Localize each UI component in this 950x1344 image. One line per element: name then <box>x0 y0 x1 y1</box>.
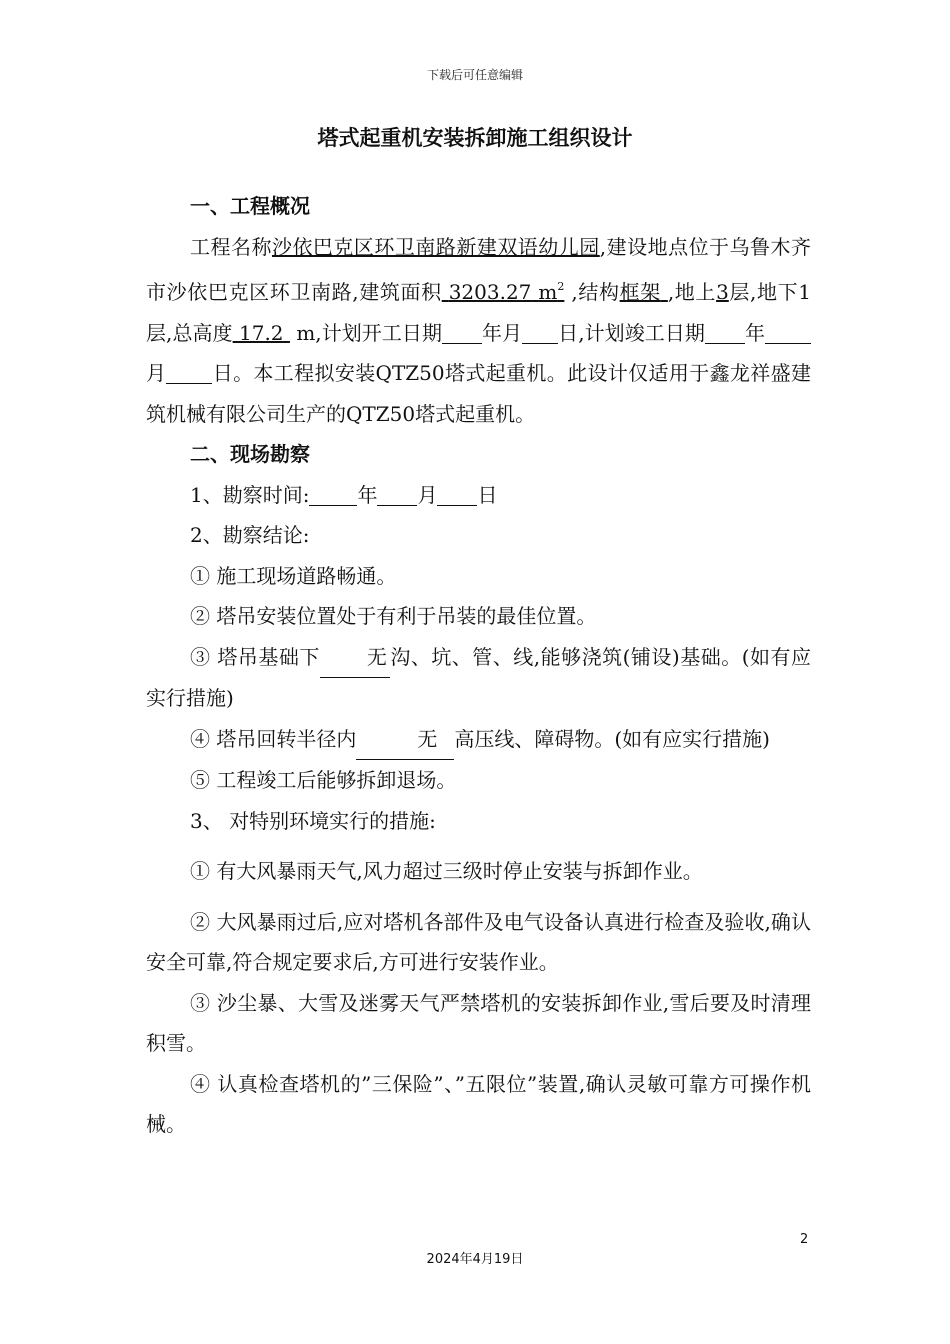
page-header: 下载后可任意编辑 <box>426 68 523 82</box>
blank-field <box>309 481 357 506</box>
measure-item: ① 有大风暴雨天气,风力超过三级时停止安装与拆卸作业。 <box>190 859 703 883</box>
fill-value: 无 <box>320 637 390 679</box>
measures-label: 3、 对特别环境实行的措施: <box>190 808 436 833</box>
blank-field <box>705 319 745 344</box>
fill-value: 无 <box>356 719 454 761</box>
section-heading-survey: 二、现场勘察 <box>190 442 310 466</box>
document-body <box>146 186 811 1145</box>
blank-field <box>437 481 477 506</box>
conclusion-item: ① 施工现场道路畅通。 <box>190 563 397 588</box>
blank-field <box>522 319 558 344</box>
project-name: 沙依巴克区环卫南路新建双语幼儿园 <box>271 234 600 259</box>
survey-conclusion-label: 2、勘察结论: <box>190 523 310 547</box>
structure-type: 框架 <box>619 280 661 304</box>
total-height: 17.2 <box>239 320 284 345</box>
measure-item: ② 大风暴雨过后,应对塔机各部件及电气设备认真进行检查及验收,确认安全可靠,符合规定要求后,方可进行安装作业。 <box>146 909 811 974</box>
footer-date: 2024年4月19日 <box>426 1252 524 1267</box>
survey-time: 1、勘察时间: 年 月 日 <box>190 482 498 507</box>
blank-field <box>765 319 811 344</box>
conclusion-item: ④ 塔吊回转半径内 无 高压线、障碍物。(如有应实行措施) <box>146 719 811 761</box>
overview-paragraph: 工程名称沙依巴克区环卫南路新建双语幼儿园,建设地点位于乌鲁木齐市沙依巴克区环卫南路,建筑面积 3203.27 $m^2$ ,结构框架 ,地上3层,地下1层,总高度 17.2 m,计划开工日期 年月 日,计划竣工日期 年月 日。本工程拟安装QTZ50塔式起重机。此设计仅适用于鑫龙祥盛建筑机械有限公司生产的QTZ50塔式起重机。 <box>146 234 812 426</box>
blank-field <box>166 359 212 384</box>
measure-item: ④ 认真检查塔机的”三保险”、”五限位”装置,确认灵敏可靠方可操作机械。 <box>146 1071 811 1136</box>
blank-field <box>442 319 482 344</box>
conclusion-item: ② 塔吊安装位置处于有利于吊装的最佳位置。 <box>190 604 597 628</box>
measure-item: ③ 沙尘暴、大雪及迷雾天气严禁塔机的安装拆卸作业,雪后要及时清理积雪。 <box>146 990 811 1055</box>
conclusion-item: ③ 塔吊基础下 无 沟、坑、管、线,能够浇筑(铺设)基础。(如有应实行措施) <box>146 637 811 719</box>
building-area: 3203.27 $m^2$ <box>448 280 565 304</box>
floors-above: 3 <box>716 280 729 304</box>
section-heading-overview: 一、工程概况 <box>190 194 310 218</box>
document-title: 塔式起重机安装拆卸施工组织设计 <box>317 126 633 150</box>
conclusion-item: ⑤ 工程竣工后能够拆卸退场。 <box>190 768 457 792</box>
blank-field <box>377 481 417 506</box>
page-number: 2 <box>800 1232 809 1247</box>
